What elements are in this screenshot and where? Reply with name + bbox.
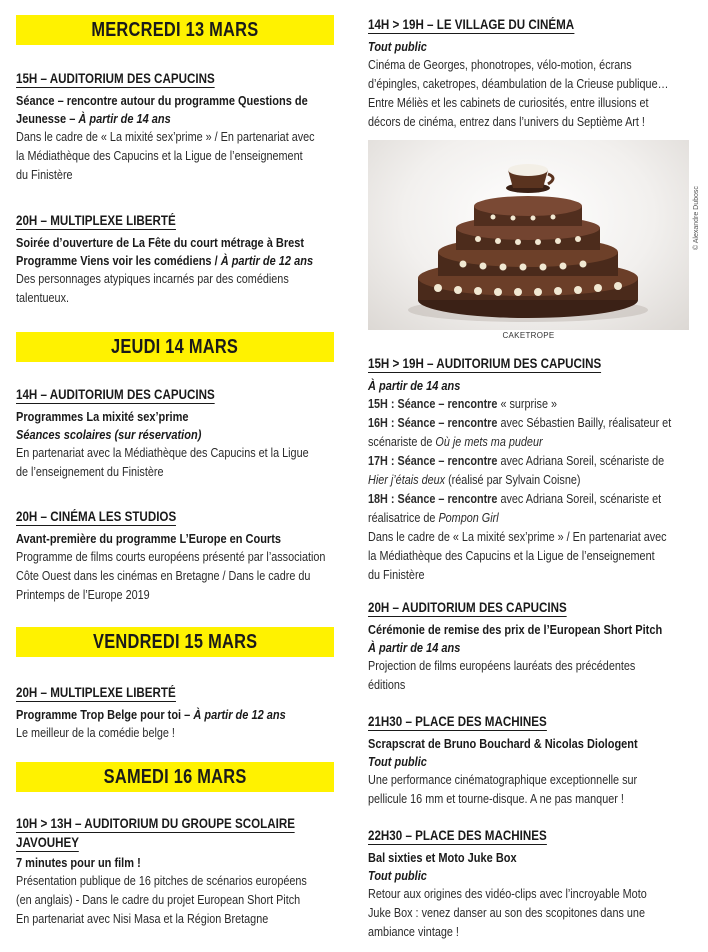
event-title: Jeunesse – À partir de 14 ans	[16, 111, 171, 126]
session-line: 15H : Séance – rencontre « surprise »	[368, 397, 558, 411]
day-label: JEUDI 14 MARS	[111, 335, 239, 358]
event-heading: 22H30 – PLACE DES MACHINES	[368, 828, 547, 843]
event-block	[16, 815, 334, 929]
event-block	[368, 355, 689, 585]
event-body-line: du Finistère	[16, 168, 73, 182]
age-label: À partir de 12 ans	[220, 253, 314, 268]
event-body-line: d’épingles, caketropes, déambulation de la Crieuse publique…	[368, 77, 669, 91]
event-body-line: éditions	[368, 678, 406, 692]
event-title: Avant-première du programme L’Europe en Courts	[16, 531, 282, 546]
audience-label: Tout public	[368, 39, 427, 54]
event-title: Scrapscrat de Bruno Bouchard & Nicolas Diologent	[368, 736, 638, 751]
event-heading: 21H30 – PLACE DES MACHINES	[368, 714, 547, 729]
event-body-line: la Médiathèque des Capucins et la Ligue de l’enseignement	[16, 149, 303, 163]
event-body-line: de l’enseignement du Finistère	[16, 465, 164, 479]
event-title: Programmes La mixité sex’prime	[16, 409, 189, 424]
event-body-line: pellicule 16 mm et tourne-disque. A ne pas manquer !	[368, 792, 624, 806]
day-banner-vendredi	[16, 627, 334, 657]
event-heading: 20H – MULTIPLEXE LIBERTÉ	[16, 213, 176, 228]
event-block	[368, 599, 689, 695]
event-block	[368, 827, 689, 942]
event-heading: 15H > 19H – AUDITORIUM DES CAPUCINS	[368, 356, 602, 371]
photo-credit: © Alexandre Dubosc	[693, 186, 700, 250]
event-body-line: En partenariat avec Nisi Masa et la Région Bretagne	[16, 912, 269, 926]
event-heading: 10H > 13H – AUDITORIUM DU GROUPE SCOLAIRE	[16, 816, 296, 831]
event-body-line: la Médiathèque des Capucins et la Ligue de l’enseignement	[368, 549, 655, 563]
event-heading: JAVOUHEY	[16, 835, 80, 850]
event-heading: 15H – AUDITORIUM DES CAPUCINS	[16, 71, 215, 86]
event-body-line: Juke Box : venez danser au son des scopitones dans une	[368, 906, 645, 920]
event-heading: 20H – CINÉMA LES STUDIOS	[16, 509, 177, 524]
session-line: 18H : Séance – rencontre avec Adriana Soreil, scénariste et	[368, 492, 662, 506]
event-title: Soirée d’ouverture de La Fête du court métrage à Brest	[16, 235, 305, 250]
event-block	[16, 386, 334, 482]
age-label: À partir de 14 ans	[368, 378, 461, 393]
audience-label: Tout public	[368, 868, 427, 883]
event-block	[16, 70, 334, 185]
event-body-line: ambiance vintage !	[368, 925, 459, 939]
session-line: 17H : Séance – rencontre avec Adriana Soreil, scénariste de	[368, 454, 665, 468]
event-block	[368, 16, 689, 132]
cake-illustration	[368, 140, 689, 330]
event-block	[16, 684, 334, 743]
event-subtitle: Séances scolaires (sur réservation)	[16, 427, 202, 442]
event-body-line: Cinéma de Georges, phonotropes, vélo-motion, écrans	[368, 58, 632, 72]
event-body-line: Projection de films européens lauréats des précédentes	[368, 659, 636, 673]
event-body-line: Présentation publique de 16 pitches de scénarios européens	[16, 874, 307, 888]
day-banner-jeudi	[16, 332, 334, 362]
age-label: À partir de 14 ans	[78, 111, 171, 126]
event-body-line: Programme de films courts européens présenté par l’association	[16, 550, 326, 564]
event-heading: 14H > 19H – LE VILLAGE DU CINÉMA	[368, 17, 575, 32]
event-body-line: Entre Méliès et les cabinets de curiosités, entre illusions et	[368, 96, 649, 110]
event-title: Cérémonie de remise des prix de l’European Short Pitch	[368, 622, 663, 637]
audience-label: Tout public	[368, 754, 427, 769]
event-body-line: Dans le cadre de « La mixité sex’prime » / En partenariat avec	[368, 530, 667, 544]
day-banner-mercredi	[16, 15, 334, 45]
event-body-line: (en anglais) - Dans le cadre du projet European Short Pitch	[16, 893, 301, 907]
event-body-line: Des personnages atypiques incarnés par des comédiens	[16, 272, 289, 286]
event-body-line: En partenariat avec la Médiathèque des Capucins et la Ligue	[16, 446, 309, 460]
event-title: Bal sixties et Moto Juke Box	[368, 850, 517, 865]
age-label: À partir de 14 ans	[368, 640, 461, 655]
event-body-line: Printemps de l’Europe 2019	[16, 588, 150, 602]
age-label: À partir de 12 ans	[193, 707, 286, 722]
event-body-line: du Finistère	[368, 568, 425, 582]
photo-caption: CAKETROPE	[502, 331, 555, 340]
day-label: SAMEDI 16 MARS	[103, 765, 247, 788]
event-heading: 20H – MULTIPLEXE LIBERTÉ	[16, 685, 176, 700]
event-body-line: décors de cinéma, entrez dans l’univers du Septième Art !	[368, 115, 645, 129]
event-title: Séance – rencontre autour du programme Questions de	[16, 93, 308, 108]
event-block	[16, 212, 334, 308]
event-body-line: Côte Ouest dans les cinémas en Bretagne / Dans le cadre du	[16, 569, 311, 583]
session-line: scénariste de Où je mets ma pudeur	[368, 435, 543, 449]
event-block	[16, 508, 334, 605]
day-label: VENDREDI 15 MARS	[92, 630, 258, 653]
day-banner-samedi	[16, 762, 334, 792]
session-line: Hier j’étais deux (réalisé par Sylvain Coisne)	[368, 473, 581, 487]
event-body-line: Retour aux origines des vidéo-clips avec l’incroyable Moto	[368, 887, 647, 901]
event-body-line: talentueux.	[16, 291, 69, 305]
event-body-line: Une performance cinématographique exceptionnelle sur	[368, 773, 638, 787]
event-title: 7 minutes pour un film !	[16, 855, 141, 870]
event-body-line: Le meilleur de la comédie belge !	[16, 726, 175, 740]
session-line: 16H : Séance – rencontre avec Sébastien Bailly, réalisateur et	[368, 416, 672, 430]
session-line: réalisatrice de Pompon Girl	[368, 511, 499, 525]
event-title: Programme Viens voir les comédiens / À partir de 12 ans	[16, 253, 314, 268]
caketrope-photo	[368, 140, 689, 330]
event-title: Programme Trop Belge pour toi – À partir de 12 ans	[16, 707, 286, 722]
event-block	[368, 713, 689, 809]
event-heading: 20H – AUDITORIUM DES CAPUCINS	[368, 600, 567, 615]
event-body-line: Dans le cadre de « La mixité sex’prime » / En partenariat avec	[16, 130, 315, 144]
event-heading: 14H – AUDITORIUM DES CAPUCINS	[16, 387, 215, 402]
day-label: MERCREDI 13 MARS	[91, 18, 259, 41]
